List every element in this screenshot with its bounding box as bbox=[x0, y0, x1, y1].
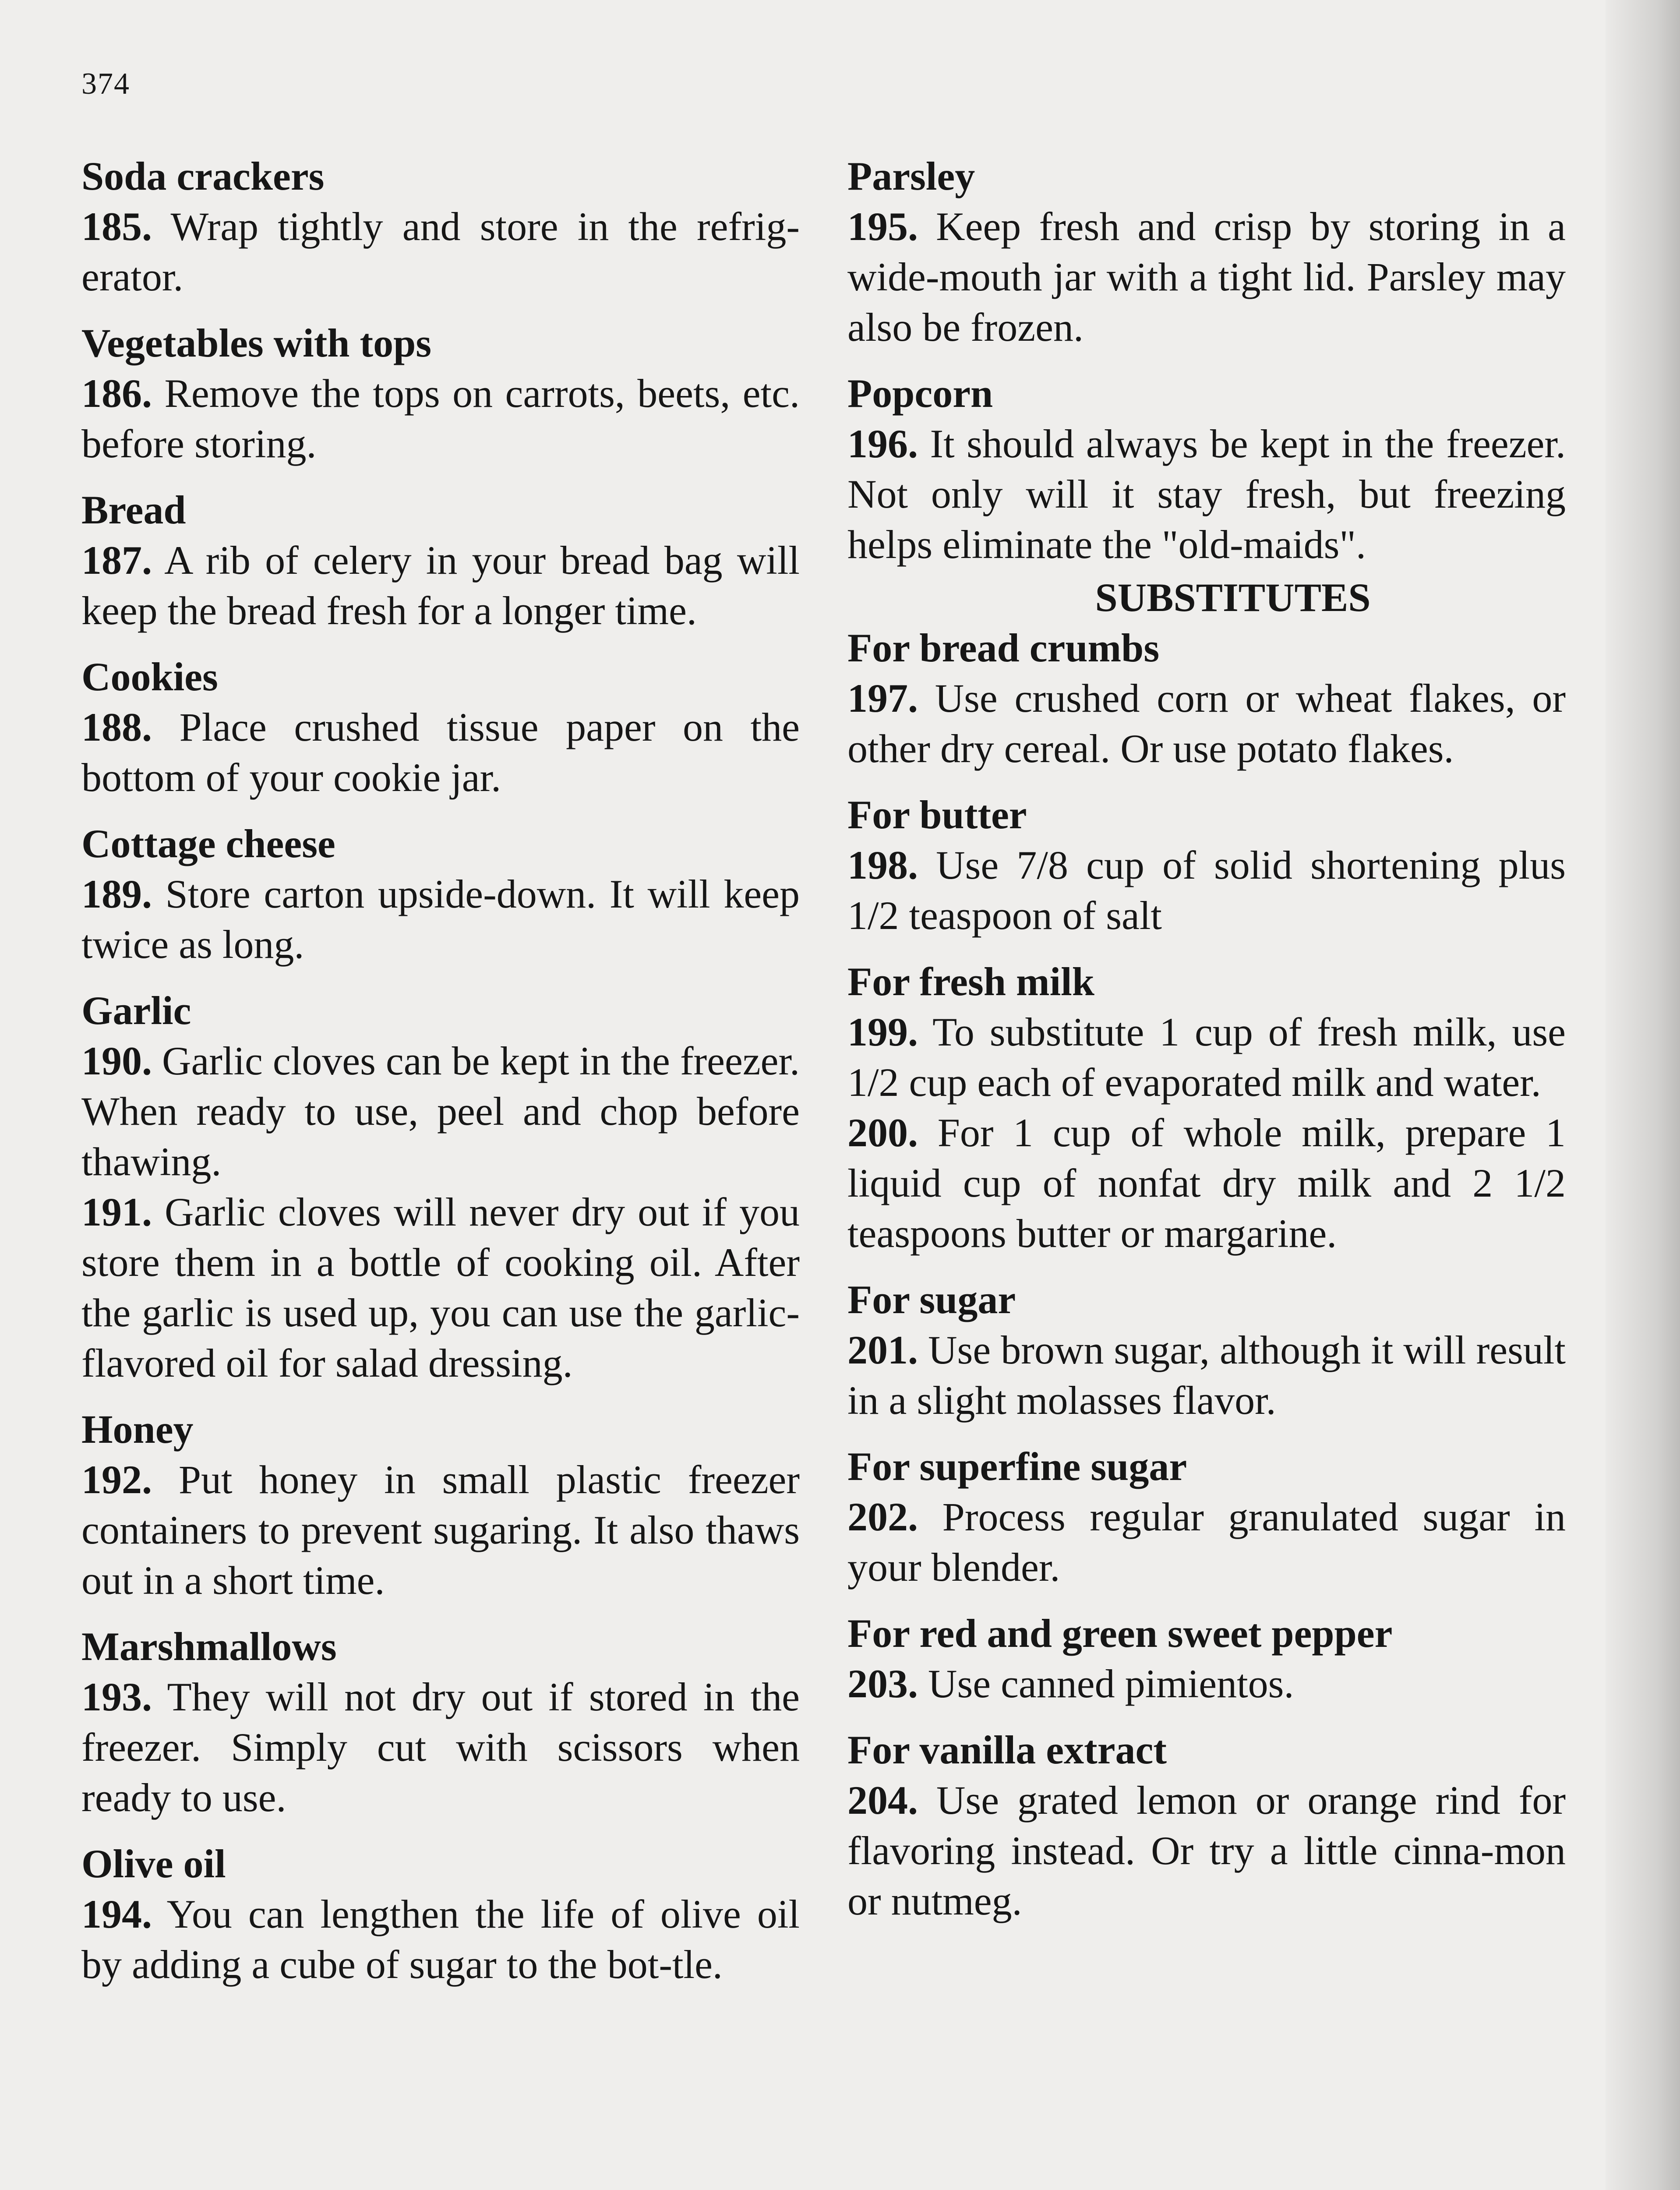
tip-paragraph bbox=[847, 1007, 1566, 1108]
tip-number: 185. bbox=[81, 204, 152, 249]
page-edge-shadow bbox=[1606, 0, 1680, 2190]
tip-paragraph bbox=[847, 419, 1566, 570]
tip-paragraph bbox=[847, 1108, 1566, 1259]
tip-text: They will not dry out if stored in the freezer. Simply cut with scissors when ready to use. bbox=[81, 1674, 800, 1820]
section-heading: Cottage cheese bbox=[81, 821, 335, 866]
tip-paragraph bbox=[81, 1672, 800, 1823]
section-heading: For fresh milk bbox=[847, 959, 1094, 1004]
tip-text: Put honey in small plastic freezer containers to prevent sugaring. It also thaws out in a short time. bbox=[81, 1457, 800, 1603]
tip-number: 190. bbox=[81, 1038, 152, 1083]
section-heading: For sugar bbox=[847, 1277, 1016, 1322]
tip-number: 189. bbox=[81, 872, 152, 916]
tip-text: Use crushed corn or wheat flakes, or other dry cereal. Or use potato flakes. bbox=[847, 676, 1566, 771]
left-column bbox=[81, 151, 800, 1990]
tip-paragraph bbox=[81, 1187, 800, 1388]
section-heading: Honey bbox=[81, 1407, 194, 1452]
tip-number: 191. bbox=[81, 1190, 152, 1234]
right-column-bottom bbox=[847, 623, 1566, 1926]
section-heading: Soda crackers bbox=[81, 154, 325, 198]
tip-number: 194. bbox=[81, 1892, 152, 1936]
tip-text: You can lengthen the life of olive oil by adding a cube of sugar to the bot-tle. bbox=[81, 1892, 800, 1987]
tip-number: 188. bbox=[81, 705, 152, 749]
section-heading: Cookies bbox=[81, 654, 218, 699]
tip-paragraph bbox=[81, 869, 800, 970]
tip-text: Use canned pimientos. bbox=[928, 1661, 1294, 1706]
section-heading: Bread bbox=[81, 487, 186, 532]
page-number: 374 bbox=[81, 67, 130, 101]
tip-number: 199. bbox=[847, 1010, 918, 1054]
tip-paragraph bbox=[847, 673, 1566, 774]
tip-text: Remove the tops on carrots, beets, etc. before storing. bbox=[81, 371, 800, 466]
tip-text: Garlic cloves will never dry out if you store them in a bottle of cooking oil. After the garlic is used up, you can use the garlic-flavored oil for salad dressing. bbox=[81, 1190, 800, 1385]
right-column bbox=[847, 151, 1566, 1926]
tip-paragraph bbox=[847, 840, 1566, 941]
tip-number: 196. bbox=[847, 421, 918, 466]
section-heading: Popcorn bbox=[847, 371, 993, 416]
section-title: SUBSTITUTES bbox=[1095, 575, 1371, 620]
section-heading: Parsley bbox=[847, 154, 975, 198]
tip-text: Use 7/8 cup of solid shortening plus 1/2 teaspoon of salt bbox=[847, 843, 1566, 938]
tip-text: For 1 cup of whole milk, prepare 1 liquid cup of nonfat dry milk and 2 1/2 teaspoons butter or margarine. bbox=[847, 1110, 1566, 1256]
tip-number: 201. bbox=[847, 1328, 918, 1372]
tip-number: 200. bbox=[847, 1110, 918, 1155]
tip-number: 202. bbox=[847, 1494, 918, 1539]
section-heading: Vegetables with tops bbox=[81, 321, 432, 365]
tip-number: 192. bbox=[81, 1457, 152, 1502]
tip-paragraph bbox=[847, 201, 1566, 353]
tip-text: Keep fresh and crisp by storing in a wide-mouth jar with a tight lid. Parsley may also be frozen. bbox=[847, 204, 1566, 350]
section-heading: Marshmallows bbox=[81, 1624, 337, 1669]
tip-number: 195. bbox=[847, 204, 918, 249]
section-heading: For red and green sweet pepper bbox=[847, 1611, 1393, 1656]
tip-paragraph bbox=[81, 1455, 800, 1606]
section-heading: For superfine sugar bbox=[847, 1444, 1187, 1489]
tip-text: A rib of celery in your bread bag will keep the bread fresh for a longer time. bbox=[81, 538, 800, 633]
section-heading: Olive oil bbox=[81, 1841, 226, 1886]
section-heading: Garlic bbox=[81, 988, 191, 1033]
tip-paragraph bbox=[81, 1889, 800, 1990]
tip-number: 187. bbox=[81, 538, 152, 583]
tip-paragraph bbox=[81, 368, 800, 469]
tip-text: To substitute 1 cup of fresh milk, use 1/2 cup each of evaporated milk and water. bbox=[847, 1010, 1566, 1105]
tip-text: Store carton upside-down. It will keep twice as long. bbox=[81, 872, 800, 967]
tip-number: 203. bbox=[847, 1661, 918, 1706]
tip-text: Place crushed tissue paper on the bottom of your cookie jar. bbox=[81, 705, 800, 800]
tip-paragraph bbox=[847, 1775, 1566, 1926]
tip-number: 186. bbox=[81, 371, 152, 416]
right-column-top bbox=[847, 151, 1566, 570]
tip-text: It should always be kept in the freezer. Not only will it stay fresh, but freezing helps eliminate the "old-maids". bbox=[847, 421, 1566, 567]
tip-paragraph bbox=[847, 1325, 1566, 1426]
tip-text: Process regular granulated sugar in your blender. bbox=[847, 1494, 1566, 1590]
tip-number: 197. bbox=[847, 676, 918, 721]
tip-number: 198. bbox=[847, 843, 918, 887]
tip-number: 193. bbox=[81, 1674, 152, 1719]
tip-text: Use grated lemon or orange rind for flavoring instead. Or try a little cinna-mon or nutmeg. bbox=[847, 1778, 1566, 1923]
tip-paragraph bbox=[81, 535, 800, 636]
section-heading: For butter bbox=[847, 792, 1027, 837]
tip-paragraph bbox=[81, 702, 800, 803]
tip-paragraph bbox=[847, 1659, 1566, 1709]
section-heading: For vanilla extract bbox=[847, 1727, 1167, 1772]
tip-paragraph bbox=[81, 201, 800, 302]
tip-paragraph bbox=[847, 1492, 1566, 1593]
section-heading: For bread crumbs bbox=[847, 625, 1160, 670]
tip-text: Wrap tightly and store in the refrig-erator. bbox=[81, 204, 800, 299]
tip-text: Use brown sugar, although it will result in a slight molasses flavor. bbox=[847, 1328, 1566, 1423]
tip-text: Garlic cloves can be kept in the freezer. When ready to use, peel and chop before thawing. bbox=[81, 1038, 800, 1184]
tip-paragraph bbox=[81, 1036, 800, 1187]
tip-number: 204. bbox=[847, 1778, 918, 1823]
